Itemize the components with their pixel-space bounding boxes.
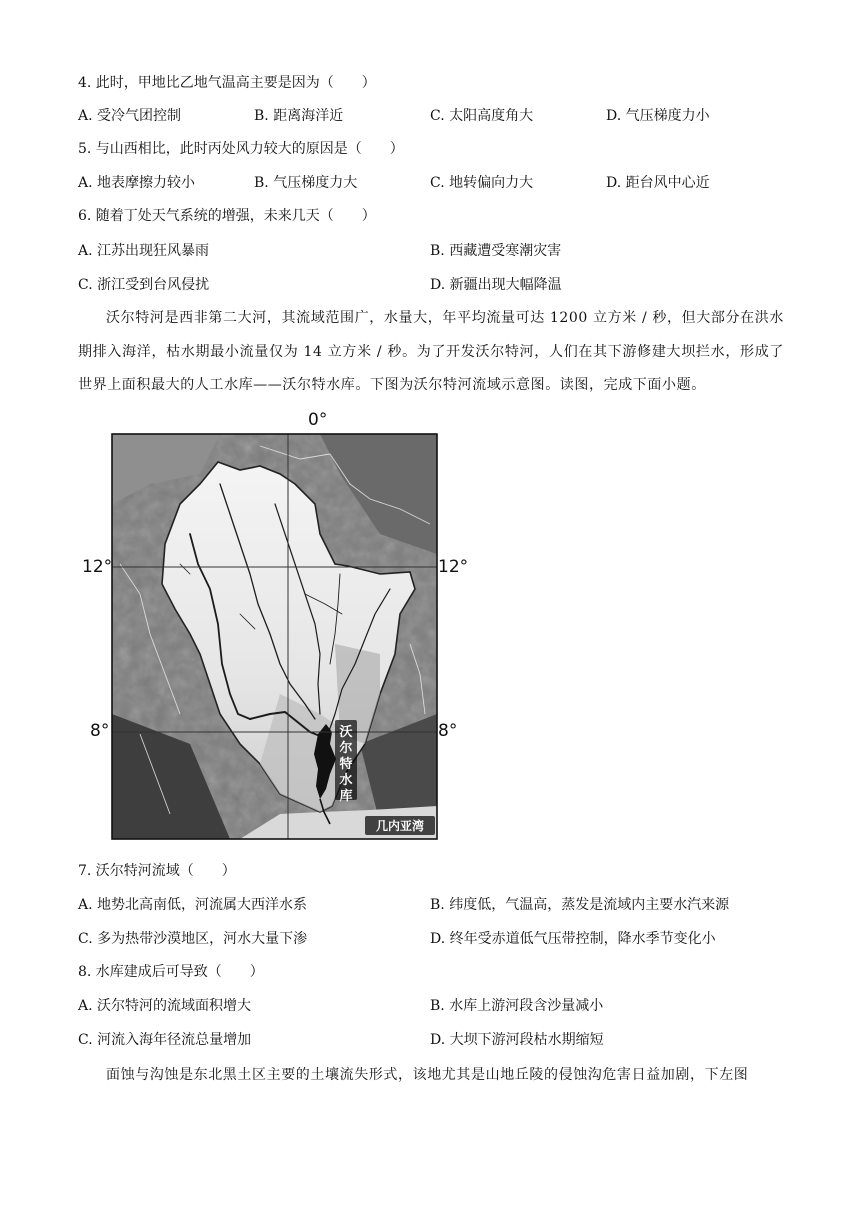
reservoir-label-5: 库 bbox=[339, 789, 353, 804]
map-figure bbox=[80, 414, 480, 844]
volta-passage: 沃尔特河是西非第二大河，其流域范围广，水量大，年平均流量可达 1200 立方米 / 秒，但大部分在洪水期排入海洋，枯水期最小流量仅为 14 立方米 / 秒。为了开发沃尔特河，人们在其下游修建大坝拦水，形成了世界上面积最大的人工水库——沃尔特水库。下图为沃尔特河流域示意图。读图，完成下面小题。 bbox=[78, 310, 784, 393]
latitude-8-left-label: 8° bbox=[90, 721, 110, 741]
question-7-stem: 7. 沃尔特河流域（ ） bbox=[78, 863, 236, 879]
longitude-0-label: 0° bbox=[308, 410, 328, 430]
reservoir-label-4: 水 bbox=[339, 773, 353, 788]
q4-option-d: D. 气压梯度力小 bbox=[606, 108, 710, 124]
reservoir-label-2: 尔 bbox=[339, 741, 353, 756]
q7-option-c: C. 多为热带沙漠地区，河水大量下渗 bbox=[78, 931, 308, 947]
reservoir-label-1: 沃 bbox=[339, 725, 353, 740]
reservoir-label-3: 特 bbox=[339, 757, 353, 772]
q6-option-a: A. 江苏出现狂风暴雨 bbox=[78, 243, 210, 259]
volta-basin-map bbox=[80, 410, 480, 844]
q6-option-d: D. 新疆出现大幅降温 bbox=[430, 277, 562, 293]
q8-option-a: A. 沃尔特河的流域面积增大 bbox=[78, 998, 252, 1014]
q7-option-a: A. 地势北高南低，河流属大西洋水系 bbox=[78, 897, 308, 913]
q5-option-d: D. 距台风中心近 bbox=[606, 175, 710, 191]
q7-option-d: D. 终年受赤道低气压带控制，降水季节变化小 bbox=[430, 931, 716, 947]
q5-option-c: C. 地转偏向力大 bbox=[430, 175, 534, 191]
gulf-of-guinea-label: 几内亚湾 bbox=[375, 819, 425, 833]
latitude-12-left-label: 12° bbox=[82, 557, 113, 577]
q7-option-b: B. 纬度低，气温高，蒸发是流域内主要水汽来源 bbox=[430, 897, 730, 913]
q8-option-b: B. 水库上游河段含沙量减小 bbox=[430, 998, 604, 1014]
q8-option-d: D. 大坝下游河段枯水期缩短 bbox=[430, 1032, 604, 1048]
q5-option-a: A. 地表摩擦力较小 bbox=[78, 175, 196, 191]
latitude-12-right-label: 12° bbox=[438, 557, 469, 577]
q4-option-b: B. 距离海洋近 bbox=[254, 108, 344, 124]
erosion-passage: 面蚀与沟蚀是东北黑土区主要的土壤流失形式，该地尤其是山地丘陵的侵蚀沟危害日益加剧，下左图 bbox=[106, 1067, 749, 1083]
question-4-stem: 4. 此时，甲地比乙地气温高主要是因为（ ） bbox=[78, 75, 376, 91]
q6-option-b: B. 西藏遭受寒潮灾害 bbox=[430, 243, 562, 259]
question-6-stem: 6. 随着丁处天气系统的增强，未来几天（ ） bbox=[78, 208, 376, 224]
latitude-8-right-label: 8° bbox=[438, 721, 458, 741]
q6-option-c: C. 浙江受到台风侵扰 bbox=[78, 277, 210, 293]
q4-option-a: A. 受冷气团控制 bbox=[78, 108, 182, 124]
q5-option-b: B. 气压梯度力大 bbox=[254, 175, 358, 191]
q8-option-c: C. 河流入海年径流总量增加 bbox=[78, 1032, 252, 1048]
q4-option-c: C. 太阳高度角大 bbox=[430, 108, 534, 124]
question-5-stem: 5. 与山西相比，此时丙处风力较大的原因是（ ） bbox=[78, 141, 404, 157]
question-8-stem: 8. 水库建成后可导致（ ） bbox=[78, 964, 264, 980]
